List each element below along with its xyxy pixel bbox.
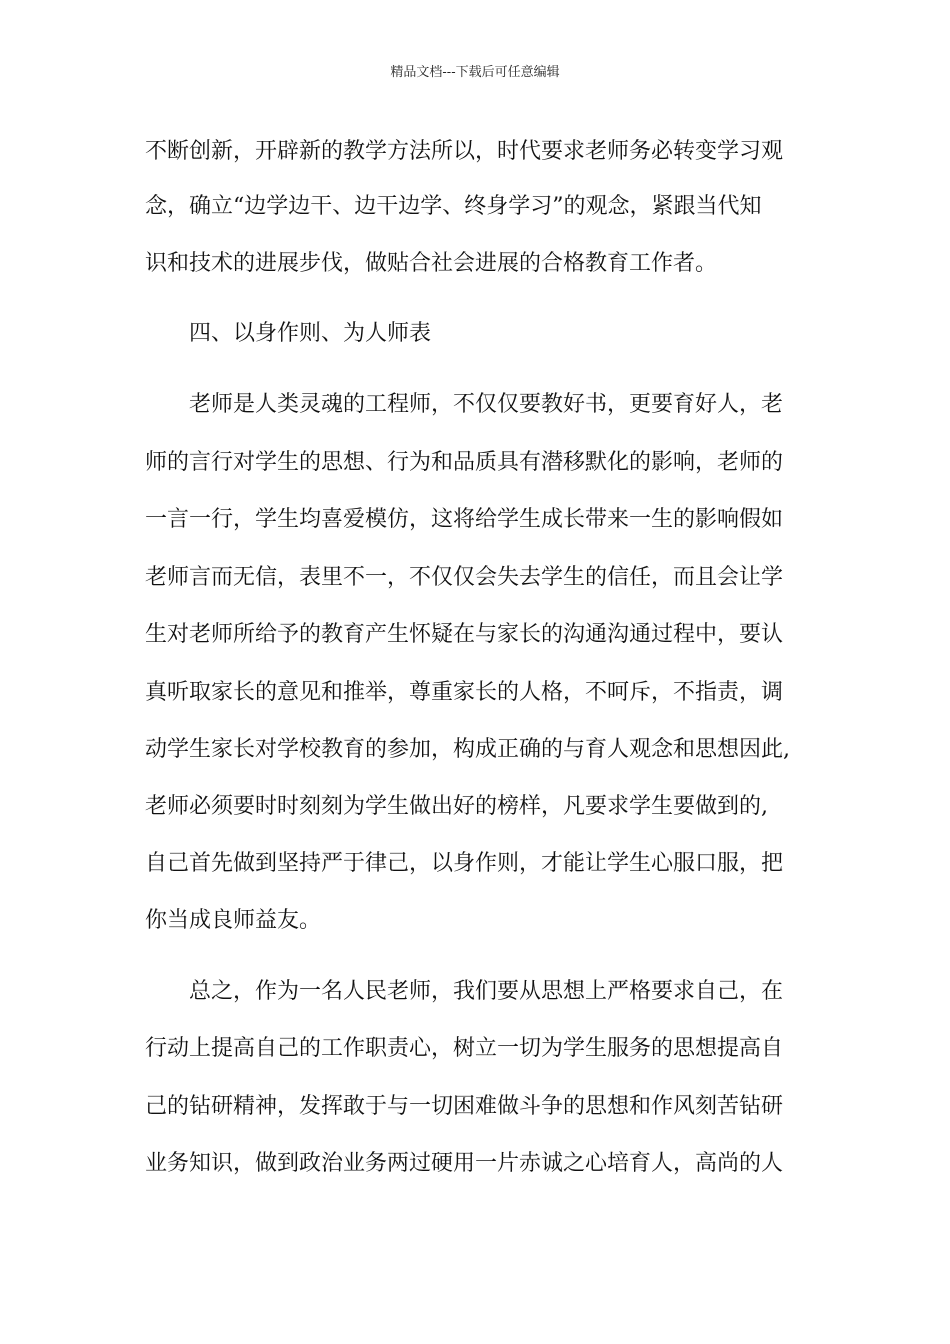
text-line: 生对老师所给予的教育产生怀疑在与家长的沟通沟通过程中，要认 [145, 622, 784, 647]
text-line: 一言一行，学生均喜爱模仿，这将给学生成长带来一生的影响假如 [145, 507, 784, 532]
text-line: 业务知识，做到政治业务两过硬用一片赤诚之心培育人，高尚的人 [145, 1151, 784, 1176]
text-line: 师的言行对学生的思想、行为和品质具有潜移默化的影响，老师的 [145, 450, 784, 475]
text-line: 不断创新，开辟新的教学方法所以，时代要求老师务必转变学习观 [145, 139, 784, 164]
text-line: 你当成良师益友。 [145, 908, 322, 933]
text-line: 老师必须要时时刻刻为学生做出好的榜样，凡要求学生要做到的, [145, 794, 768, 819]
text-line: 动学生家长对学校教育的参加，构成正确的与育人观念和思想因此, [145, 737, 790, 762]
text-line: 念，确立“边学边干、边干边学、终身学习”的观念，紧跟当代知 [145, 194, 762, 219]
page-header: 精品文档---下载后可任意编辑 [390, 65, 560, 80]
section-heading: 四、以身作则、为人师表 [145, 321, 432, 346]
text-line: 老师言而无信，表里不一，不仅仅会失去学生的信任，而且会让学 [145, 565, 784, 590]
text-line: 总之，作为一名人民老师，我们要从思想上严格要求自己，在 [145, 979, 784, 1004]
text-line: 自己首先做到坚持严于律己，以身作则，才能让学生心服口服，把 [145, 851, 784, 876]
text-line: 真听取家长的意见和推举，尊重家长的人格，不呵斥，不指责，调 [145, 680, 784, 705]
text-line: 行动上提高自己的工作职责心，树立一切为学生服务的思想提高自 [145, 1036, 784, 1061]
text-line: 识和技术的进展步伐，做贴合社会进展的合格教育工作者。 [145, 251, 718, 276]
text-line: 己的钻研精神，发挥敢于与一切困难做斗争的思想和作风刻苦钻研 [145, 1094, 784, 1119]
text-line: 老师是人类灵魂的工程师，不仅仅要教好书，更要育好人，老 [145, 392, 784, 417]
